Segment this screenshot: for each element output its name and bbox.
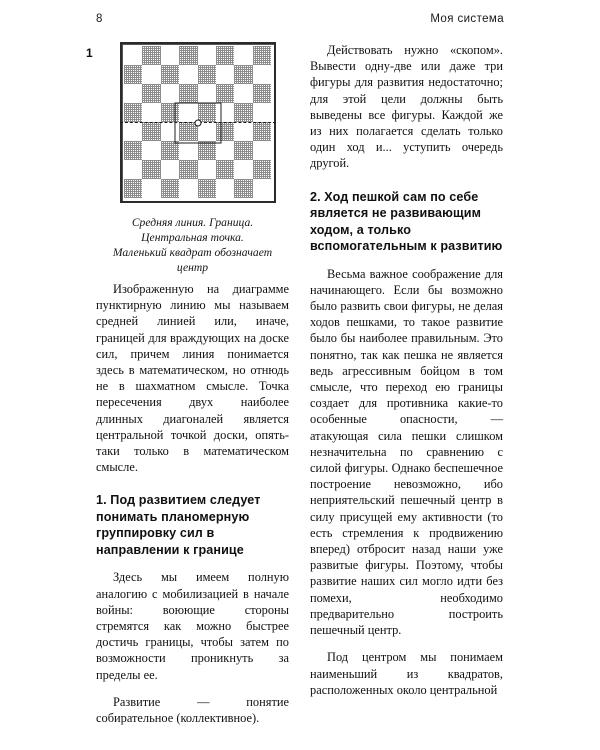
board-square [142,160,160,179]
board-square [198,179,216,198]
board-square [142,84,160,103]
board-square [142,46,160,65]
board-square [253,179,271,198]
chess-diagram-block [86,42,289,275]
board-square [161,160,179,179]
caption-line: Средняя линия. Граница. [131,216,254,229]
board-square [216,84,234,103]
board-square [198,160,216,179]
board-square [179,160,197,179]
caption-line: Центральная точка. [141,231,244,244]
board-square [179,46,197,65]
board-square [216,160,234,179]
board-square [142,103,160,122]
board-square [253,122,271,141]
board-square [253,160,271,179]
board-square [198,65,216,84]
board-square [161,65,179,84]
board-square [234,160,252,179]
paragraph: Развитие — понятие собирательное (коллективное). [96,694,289,726]
two-column-body [86,42,504,742]
board-square [234,84,252,103]
board-square [216,179,234,198]
board-square [253,46,271,65]
board-square [234,179,252,198]
board-square [124,160,142,179]
left-column [86,42,289,742]
page-number: 8 [96,13,103,25]
board-square [179,84,197,103]
board-square [142,179,160,198]
paragraph: Весьма важное соображение для начинающего. Если бы возможно было развить свои фигуры, не делая ходов пешками, то такое развитие было бы наиболее правильным. Это понятно, так как пешка не является ведь агрессивным бойцом в том смысле, что переход ею границы создает для противника какие-то особенные опасности, — атакующая сила пешки слишком незначительна по сравнению с силой фигуры. Однако беспешечное построение невозможно, ибо неприятельский пешечный центр в силу присущей ему активности (то есть стремления к продвижению вперед) отбросит назад наши уже развитые фигуры. Поэтому, чтобы развитие наших сил могло идти без помехи, необходимо предварительно построить пешечный центр. [310,266,503,638]
board-square [216,46,234,65]
board-square [253,84,271,103]
section-heading-2: 2. Ход пешкой сам по себе является не развивающим ходом, а только вспомогательным к развитию [310,189,503,254]
board-square [179,179,197,198]
board-square [234,141,252,160]
board-square [142,141,160,160]
diagram-caption [96,215,289,275]
board-square [124,141,142,160]
paragraph: Под центром мы понимаем наименьший из квадратов, расположенных около центральной [310,650,503,697]
board-square [234,122,252,141]
board-square [142,65,160,84]
caption-line: Маленький квадрат обозначает [112,246,273,259]
board-square [124,65,142,84]
diagram-number-label: 1 [86,46,93,60]
section-heading-1: 1. Под развитием следует понимать планомерную группировку сил в направлении к границе [96,493,261,557]
paragraph: Изображенную на диаграмме пунктирную линию мы называем средней линией или, иначе, границей для враждующих на доске сил, причем линия понимается здесь в математическом, но отнюдь не в шахматном смысле. Точка пересечения двух наиболее длинных диагоналей является центральной точкой доски, опять-таки только в математическом смысле. [96,282,289,475]
board-square [253,103,271,122]
board-square [234,65,252,84]
board-square [124,179,142,198]
paragraph: Здесь мы имеем полную аналогию с мобилизацией в начале войны: воюющие стороны стремятся как можно быстрее достичь границы, чтобы затем по возможности проникнуть за пределы ее. [96,570,289,682]
board-square [161,84,179,103]
board-square [198,46,216,65]
caption-line: центр [176,261,209,274]
board-square [124,84,142,103]
board-square [216,141,234,160]
board-square [161,179,179,198]
board-square [124,46,142,65]
board-square [142,122,160,141]
book-title: Моя система [430,13,504,25]
board-square [161,46,179,65]
board-square [253,141,271,160]
board-square [253,65,271,84]
board-square [198,84,216,103]
board-square [198,141,216,160]
chessboard-figure [120,42,276,203]
board-square [234,46,252,65]
board-square [124,122,142,141]
board-square [179,141,197,160]
board-square [161,141,179,160]
right-column [310,42,503,742]
board-square [234,103,252,122]
board-square [216,65,234,84]
running-head [96,13,504,25]
board-square [124,103,142,122]
paragraph: Действовать нужно «скопом». Вывести одну-две или даже три фигуры для развития недостаточно; для этой цели должны быть выведены все фигуры. Каждой же из них полагается сделать только один ход и... уступить очередь другой. [310,43,503,171]
central-point-circle-icon [195,119,202,126]
board-square [179,65,197,84]
